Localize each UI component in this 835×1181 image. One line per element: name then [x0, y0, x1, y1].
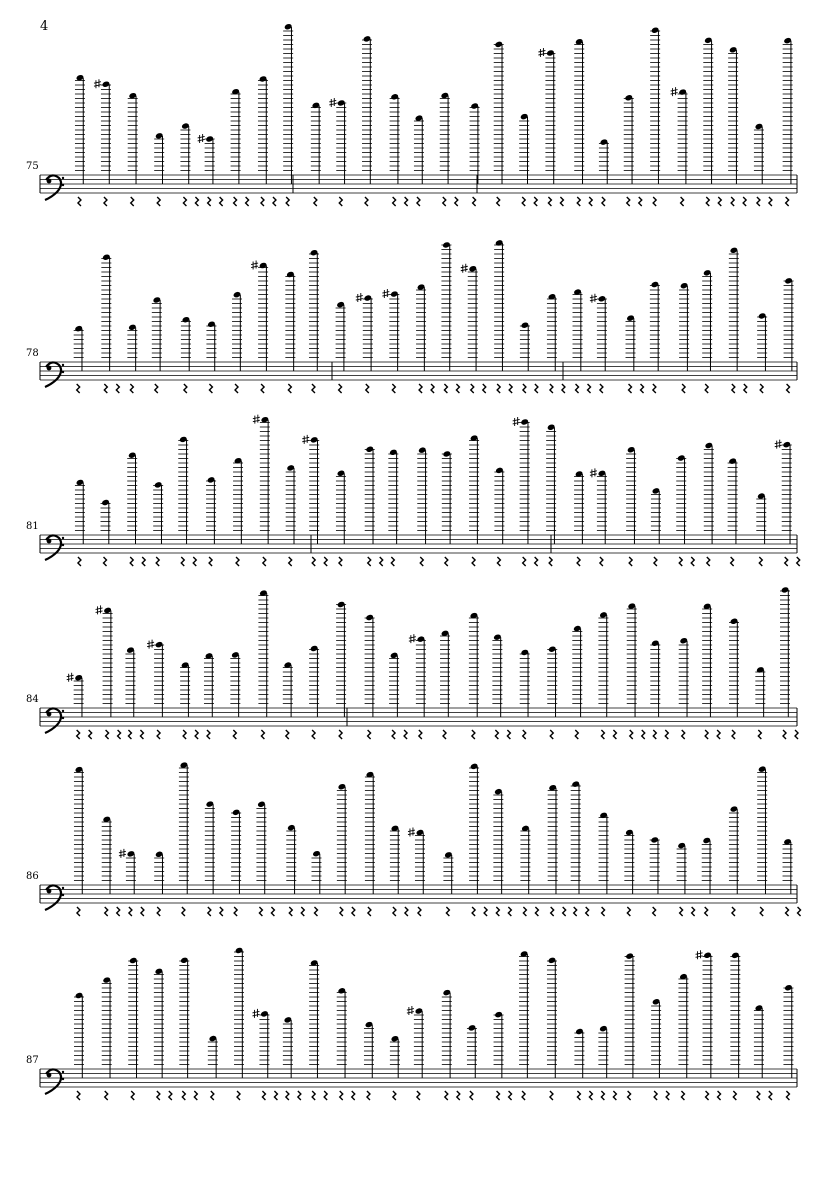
rest-icon — [523, 730, 526, 739]
rest-icon — [271, 907, 274, 916]
rest-icon — [261, 384, 264, 393]
rest-icon — [393, 907, 396, 916]
rest-icon — [576, 384, 579, 393]
rest-icon — [577, 1091, 580, 1100]
rest-icon — [653, 384, 656, 393]
sharp-icon — [252, 1009, 259, 1018]
rest-icon — [352, 1091, 355, 1100]
rest-icon — [786, 907, 789, 916]
rest-icon — [705, 907, 708, 916]
rest-icon — [523, 907, 526, 916]
rest-icon — [77, 907, 80, 916]
sharp-icon — [408, 828, 415, 837]
rest-icon — [630, 730, 633, 739]
rest-icon — [602, 907, 605, 916]
rest-icon — [654, 557, 657, 566]
rest-icon — [682, 384, 685, 393]
rest-icon — [78, 557, 81, 566]
rest-icon — [600, 557, 603, 566]
rest-icon — [472, 907, 475, 916]
staff-system — [26, 947, 797, 1100]
rest-icon — [234, 907, 237, 916]
rest-icon — [246, 197, 249, 206]
rest-icon — [629, 557, 632, 566]
rest-icon — [289, 557, 292, 566]
rest-icon — [157, 730, 160, 739]
rest-icon — [324, 557, 327, 566]
rest-icon — [577, 197, 580, 206]
rest-icon — [77, 1091, 80, 1100]
rest-icon — [550, 1091, 553, 1100]
rest-icon — [497, 384, 500, 393]
rest-icon — [417, 197, 420, 206]
page-number: 4 — [40, 19, 49, 34]
sharp-icon — [251, 261, 258, 270]
rest-icon — [744, 384, 747, 393]
rest-icon — [681, 197, 684, 206]
rest-icon — [653, 907, 656, 916]
rest-icon — [550, 384, 553, 393]
rest-icon — [141, 907, 144, 916]
rest-icon — [629, 384, 632, 393]
rest-icon — [393, 1091, 396, 1100]
rest-icon — [472, 557, 475, 566]
rest-icon — [457, 1091, 460, 1100]
rest-icon — [443, 730, 446, 739]
rest-icon — [324, 1091, 327, 1100]
rest-icon — [155, 384, 158, 393]
rest-icon — [261, 730, 264, 739]
rest-icon — [117, 907, 120, 916]
rest-icon — [286, 730, 289, 739]
rest-icon — [78, 197, 81, 206]
rest-icon — [471, 384, 474, 393]
rest-icon — [157, 1091, 160, 1100]
rest-icon — [786, 1091, 789, 1100]
rest-icon — [220, 197, 223, 206]
rest-icon — [446, 907, 449, 916]
rest-icon — [443, 197, 446, 206]
rest-icon — [77, 384, 80, 393]
rest-icon — [484, 907, 487, 916]
rest-icon — [509, 1091, 512, 1100]
note-column-group — [74, 761, 801, 916]
staff-system — [26, 761, 801, 916]
rest-icon — [731, 197, 734, 206]
rest-icon — [393, 197, 396, 206]
rest-icon — [785, 557, 788, 566]
rest-icon — [627, 197, 630, 206]
rest-icon — [577, 557, 580, 566]
rest-icon — [548, 197, 551, 206]
rest-icon — [366, 384, 369, 393]
rest-icon — [717, 730, 720, 739]
rest-icon — [392, 730, 395, 739]
rest-icon — [420, 557, 423, 566]
rest-icon — [368, 557, 371, 566]
staff-system — [26, 239, 797, 393]
rest-icon — [654, 1091, 657, 1100]
sharp-icon — [94, 79, 101, 88]
rest-icon — [220, 907, 223, 916]
rest-icon — [718, 197, 721, 206]
rest-icon — [472, 730, 475, 739]
note-column-group — [75, 23, 793, 206]
rest-icon — [445, 557, 448, 566]
rest-icon — [613, 730, 616, 739]
measure-number: 86 — [26, 871, 39, 882]
rest-icon — [473, 197, 476, 206]
rest-icon — [507, 730, 510, 739]
rest-icon — [705, 384, 708, 393]
rest-icon — [286, 197, 289, 206]
rest-icon — [613, 1091, 616, 1100]
rest-icon — [237, 1091, 240, 1100]
rest-icon — [535, 384, 538, 393]
sharp-icon — [147, 640, 154, 649]
staff-system — [26, 23, 797, 206]
rest-icon — [405, 907, 408, 916]
sharp-icon — [409, 634, 416, 643]
rest-icon — [312, 557, 315, 566]
sharp-icon — [96, 605, 103, 614]
sharp-icon — [775, 440, 782, 449]
sharp-icon — [67, 673, 74, 682]
rest-icon — [602, 197, 605, 206]
rest-icon — [522, 197, 525, 206]
measure-number: 75 — [26, 161, 39, 172]
rest-icon — [680, 907, 683, 916]
rest-icon — [233, 730, 236, 739]
sharp-icon — [671, 87, 678, 96]
rest-icon — [666, 1091, 669, 1100]
rest-icon — [263, 557, 266, 566]
note-column-group — [74, 239, 794, 393]
rest-icon — [234, 197, 237, 206]
rest-icon — [312, 384, 315, 393]
rest-icon — [681, 1091, 684, 1100]
rest-icon — [118, 730, 121, 739]
rest-icon — [653, 197, 656, 206]
rest-icon — [783, 730, 786, 739]
rest-icon — [339, 384, 342, 393]
rest-icon — [142, 557, 145, 566]
rest-icon — [445, 1091, 448, 1100]
rest-icon — [314, 907, 317, 916]
rest-icon — [562, 384, 565, 393]
rest-icon — [798, 907, 801, 916]
rest-icon — [679, 557, 682, 566]
rest-icon — [455, 197, 458, 206]
rest-icon — [129, 907, 132, 916]
rest-icon — [105, 1091, 108, 1100]
rest-icon — [795, 730, 798, 739]
note-column-group — [67, 586, 798, 739]
rest-icon — [495, 730, 498, 739]
rest-icon — [550, 730, 553, 739]
rest-icon — [706, 1091, 709, 1100]
rest-icon — [130, 384, 133, 393]
rest-icon — [392, 384, 395, 393]
sharp-icon — [407, 1006, 414, 1015]
rest-icon — [786, 197, 789, 206]
rest-icon — [259, 907, 262, 916]
rest-icon — [182, 1091, 185, 1100]
sharp-icon — [253, 415, 260, 424]
rest-icon — [641, 384, 644, 393]
rest-icon — [130, 557, 133, 566]
rest-icon — [312, 730, 315, 739]
rest-icon — [116, 384, 119, 393]
rest-icon — [183, 197, 186, 206]
rest-icon — [534, 197, 537, 206]
rest-icon — [208, 197, 211, 206]
rest-icon — [692, 907, 695, 916]
rest-icon — [209, 384, 212, 393]
rest-icon — [508, 907, 511, 916]
rest-icon — [367, 1091, 370, 1100]
measure-number: 84 — [26, 694, 39, 705]
rest-icon — [757, 197, 760, 206]
rest-icon — [339, 557, 342, 566]
rest-icon — [340, 907, 343, 916]
rest-icon — [273, 197, 276, 206]
rest-icon — [718, 1091, 721, 1100]
rest-icon — [368, 730, 371, 739]
rest-icon — [589, 197, 592, 206]
rest-icon — [193, 557, 196, 566]
rest-icon — [89, 730, 92, 739]
rest-icon — [352, 907, 355, 916]
rest-icon — [405, 197, 408, 206]
rest-icon — [665, 730, 668, 739]
rest-icon — [758, 730, 761, 739]
rest-icon — [419, 730, 422, 739]
rest-icon — [732, 730, 735, 739]
sharp-icon — [590, 294, 597, 303]
rest-icon — [470, 1091, 473, 1100]
rest-icon — [236, 557, 239, 566]
rest-icon — [563, 907, 566, 916]
rest-icon — [549, 557, 552, 566]
rest-icon — [418, 907, 421, 916]
rest-icon — [497, 1091, 500, 1100]
rest-icon — [298, 1091, 301, 1100]
rest-icon — [131, 1091, 134, 1100]
sharp-icon — [356, 293, 363, 302]
rest-icon — [682, 730, 685, 739]
systems — [26, 23, 801, 1100]
rest-icon — [301, 907, 304, 916]
rest-icon — [732, 384, 735, 393]
rest-icon — [104, 197, 107, 206]
rest-icon — [288, 384, 291, 393]
rest-icon — [509, 384, 512, 393]
rest-icon — [757, 1091, 760, 1100]
rest-icon — [365, 197, 368, 206]
rest-icon — [496, 907, 499, 916]
rest-icon — [339, 197, 342, 206]
sharp-icon — [198, 134, 205, 143]
rest-icon — [262, 1091, 265, 1100]
rest-icon — [743, 197, 746, 206]
rest-icon — [404, 730, 407, 739]
rest-icon — [731, 557, 734, 566]
sharp-icon — [382, 289, 389, 298]
staff-system — [26, 586, 798, 739]
note-column-group — [75, 415, 800, 566]
rest-icon — [707, 557, 710, 566]
measure-number: 87 — [26, 1055, 39, 1066]
rest-icon — [235, 384, 238, 393]
rest-icon — [104, 384, 107, 393]
rest-icon — [535, 907, 538, 916]
rest-icon — [642, 730, 645, 739]
rest-icon — [497, 557, 500, 566]
rest-icon — [128, 730, 131, 739]
rest-icon — [340, 1091, 343, 1100]
rest-icon — [417, 1091, 420, 1100]
rest-icon — [627, 907, 630, 916]
rest-icon — [184, 384, 187, 393]
rest-icon — [601, 1091, 604, 1100]
rest-icon — [586, 907, 589, 916]
rest-icon — [274, 1091, 277, 1100]
rest-icon — [182, 907, 185, 916]
staff-system — [26, 415, 800, 566]
rest-icon — [588, 384, 591, 393]
rest-icon — [483, 384, 486, 393]
rest-icon — [456, 384, 459, 393]
rest-icon — [368, 907, 371, 916]
rest-icon — [207, 730, 210, 739]
rest-icon — [787, 384, 790, 393]
rest-icon — [211, 1091, 214, 1100]
measure-number: 81 — [26, 521, 39, 532]
rest-icon — [156, 557, 159, 566]
rest-icon — [639, 197, 642, 206]
rest-icon — [600, 384, 603, 393]
rest-icon — [157, 907, 160, 916]
rest-icon — [601, 730, 604, 739]
rest-icon — [760, 907, 763, 916]
sharp-icon — [590, 468, 597, 477]
note-column-group — [74, 947, 793, 1100]
rest-icon — [195, 730, 198, 739]
sharp-icon — [119, 849, 126, 858]
rest-icon — [209, 557, 212, 566]
sharp-icon — [538, 48, 545, 57]
rest-icon — [444, 384, 447, 393]
rest-icon — [104, 557, 107, 566]
rest-icon — [105, 907, 108, 916]
rest-icon — [769, 1091, 772, 1100]
sharp-icon — [302, 435, 309, 444]
sharp-icon — [329, 98, 336, 107]
rest-icon — [628, 1091, 631, 1100]
rest-icon — [77, 730, 80, 739]
sharp-icon — [513, 417, 520, 426]
rest-icon — [391, 557, 394, 566]
rest-icon — [733, 1091, 736, 1100]
rest-icon — [419, 384, 422, 393]
rest-icon — [286, 1091, 289, 1100]
rest-icon — [183, 730, 186, 739]
rest-icon — [560, 197, 563, 206]
rest-icon — [760, 384, 763, 393]
rest-icon — [523, 384, 526, 393]
rest-icon — [523, 557, 526, 566]
rest-icon — [653, 730, 656, 739]
rest-icon — [169, 1091, 172, 1100]
rest-icon — [575, 730, 578, 739]
rest-icon — [312, 1091, 315, 1100]
rest-icon — [497, 197, 500, 206]
rest-icon — [380, 557, 383, 566]
rest-icon — [705, 730, 708, 739]
rest-icon — [522, 1091, 525, 1100]
rest-icon — [195, 197, 198, 206]
rest-icon — [339, 730, 342, 739]
measure-number: 78 — [26, 348, 39, 359]
rest-icon — [131, 197, 134, 206]
rest-icon — [314, 197, 317, 206]
rest-icon — [140, 730, 143, 739]
rest-icon — [759, 557, 762, 566]
sharp-icon — [461, 264, 468, 273]
rest-icon — [289, 907, 292, 916]
sharp-icon — [696, 950, 703, 959]
rest-icon — [574, 907, 577, 916]
rest-icon — [157, 197, 160, 206]
rest-icon — [431, 384, 434, 393]
rest-icon — [769, 197, 772, 206]
rest-icon — [194, 1091, 197, 1100]
rest-icon — [732, 907, 735, 916]
rest-icon — [181, 557, 184, 566]
rest-icon — [797, 557, 800, 566]
rest-icon — [535, 557, 538, 566]
rest-icon — [208, 907, 211, 916]
rest-icon — [691, 557, 694, 566]
rest-icon — [261, 197, 264, 206]
rest-icon — [706, 197, 709, 206]
rest-icon — [589, 1091, 592, 1100]
rest-icon — [106, 730, 109, 739]
rest-icon — [551, 907, 554, 916]
